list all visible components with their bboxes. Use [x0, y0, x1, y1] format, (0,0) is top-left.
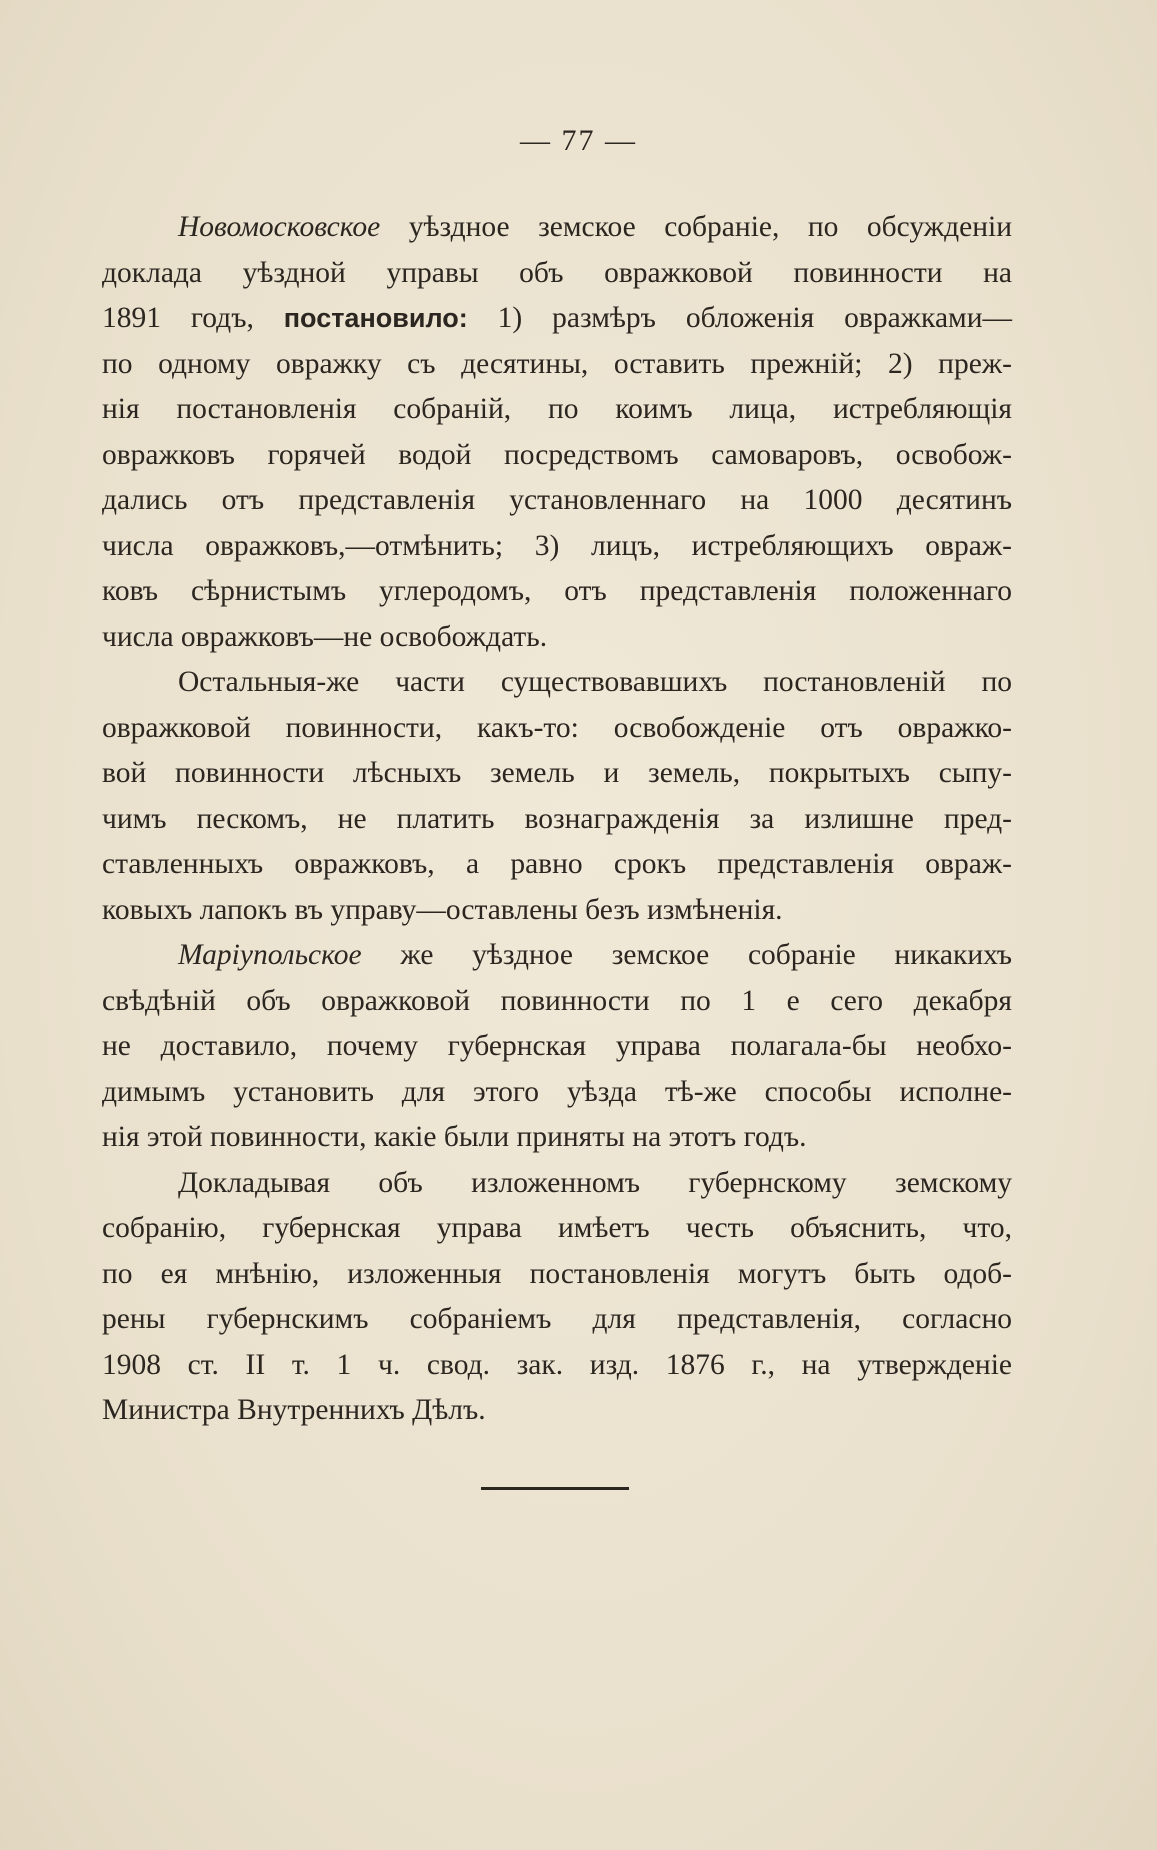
text-line: доклада уѣздной управы объ овражковой повинности на [102, 256, 1012, 289]
text-line: не доставило, почему губернская управа полагала-бы необхо- [102, 1030, 1012, 1062]
text-line: собранію, губернская управа имѣетъ честь объяснить, что, [102, 1212, 1012, 1244]
text-line: чимъ пескомъ, не платить вознагражденія за излишне пред- [102, 802, 1012, 835]
text-line: димымъ установить для этого уѣзда тѣ-же способы исполне- [102, 1075, 1012, 1108]
text-line: 1908 ст. II т. 1 ч. свод. зак. изд. 1876 г., на утвержденіе [102, 1348, 1012, 1381]
text-line: по ея мнѣнію, изложенныя постановленія могутъ быть одоб- [102, 1257, 1012, 1290]
text-line: Министра Внутреннихъ Дѣлъ. [102, 1394, 486, 1426]
paragraph-other-parts [102, 660, 1012, 933]
district-name-italic: Маріупольское [178, 939, 362, 971]
paragraph-novomoskovsk [102, 205, 1012, 660]
text-line: числа овражковъ—не освобождать. [102, 620, 548, 653]
resolution-keyword: постановило: [283, 303, 468, 333]
text-line: Маріупольское же уѣздное земское собраніе никакихъ [178, 939, 1012, 971]
text-line: овражковъ горячей водой посредствомъ самоваровъ, освобож- [102, 438, 1012, 471]
page-number: — 77 — [520, 124, 637, 157]
text-line: рены губернскимъ собраніемъ для представленія, согласно [102, 1303, 1012, 1335]
text-line: Докладывая объ изложенномъ губернскому земскому [178, 1166, 1012, 1199]
text-line: по одному овражку съ десятины, оставить прежній; 2) преж- [102, 347, 1012, 380]
text-line: ковыхъ лапокъ въ управу—оставлены безъ измѣненія. [102, 893, 783, 926]
district-name-italic: Новомосковское [178, 211, 381, 243]
text-line: Остальныя-же части существовавшихъ постановленій по [178, 666, 1012, 698]
paragraph-report [102, 1161, 1012, 1434]
text-line: свѣдѣній объ овражковой повинности по 1 е сего декабря [102, 984, 1012, 1017]
text-line: дались отъ представленія установленнаго на 1000 десятинъ [102, 484, 1012, 516]
body-text [102, 205, 1012, 1434]
paragraph-mariupol [102, 933, 1012, 1161]
text-line: овражковой повинности, какъ-то: освобожденіе отъ овражко- [102, 711, 1012, 744]
text-line: ставленныхъ овражковъ, а равно срокъ представленія овраж- [102, 848, 1012, 880]
text-line: числа овражковъ,—отмѣнить; 3) лицъ, истребляющихъ овраж- [102, 529, 1012, 562]
text-line: вой повинности лѣсныхъ земель и земель, покрытыхъ сыпу- [102, 757, 1012, 789]
text-line: нія этой повинности, какіе были приняты на этотъ годъ. [102, 1121, 807, 1153]
text-line: Новомосковское уѣздное земское собраніе, по обсужденіи [178, 211, 1012, 243]
text-line: 1891 годъ, постановило: 1) размѣръ обложенія овражками— [102, 302, 1012, 334]
text-line: нія постановленія собраній, по коимъ лица, истребляющія [102, 393, 1012, 425]
text-line: ковъ сѣрнистымъ углеродомъ, отъ представленія положеннаго [102, 575, 1012, 607]
closing-rule [481, 1487, 629, 1490]
